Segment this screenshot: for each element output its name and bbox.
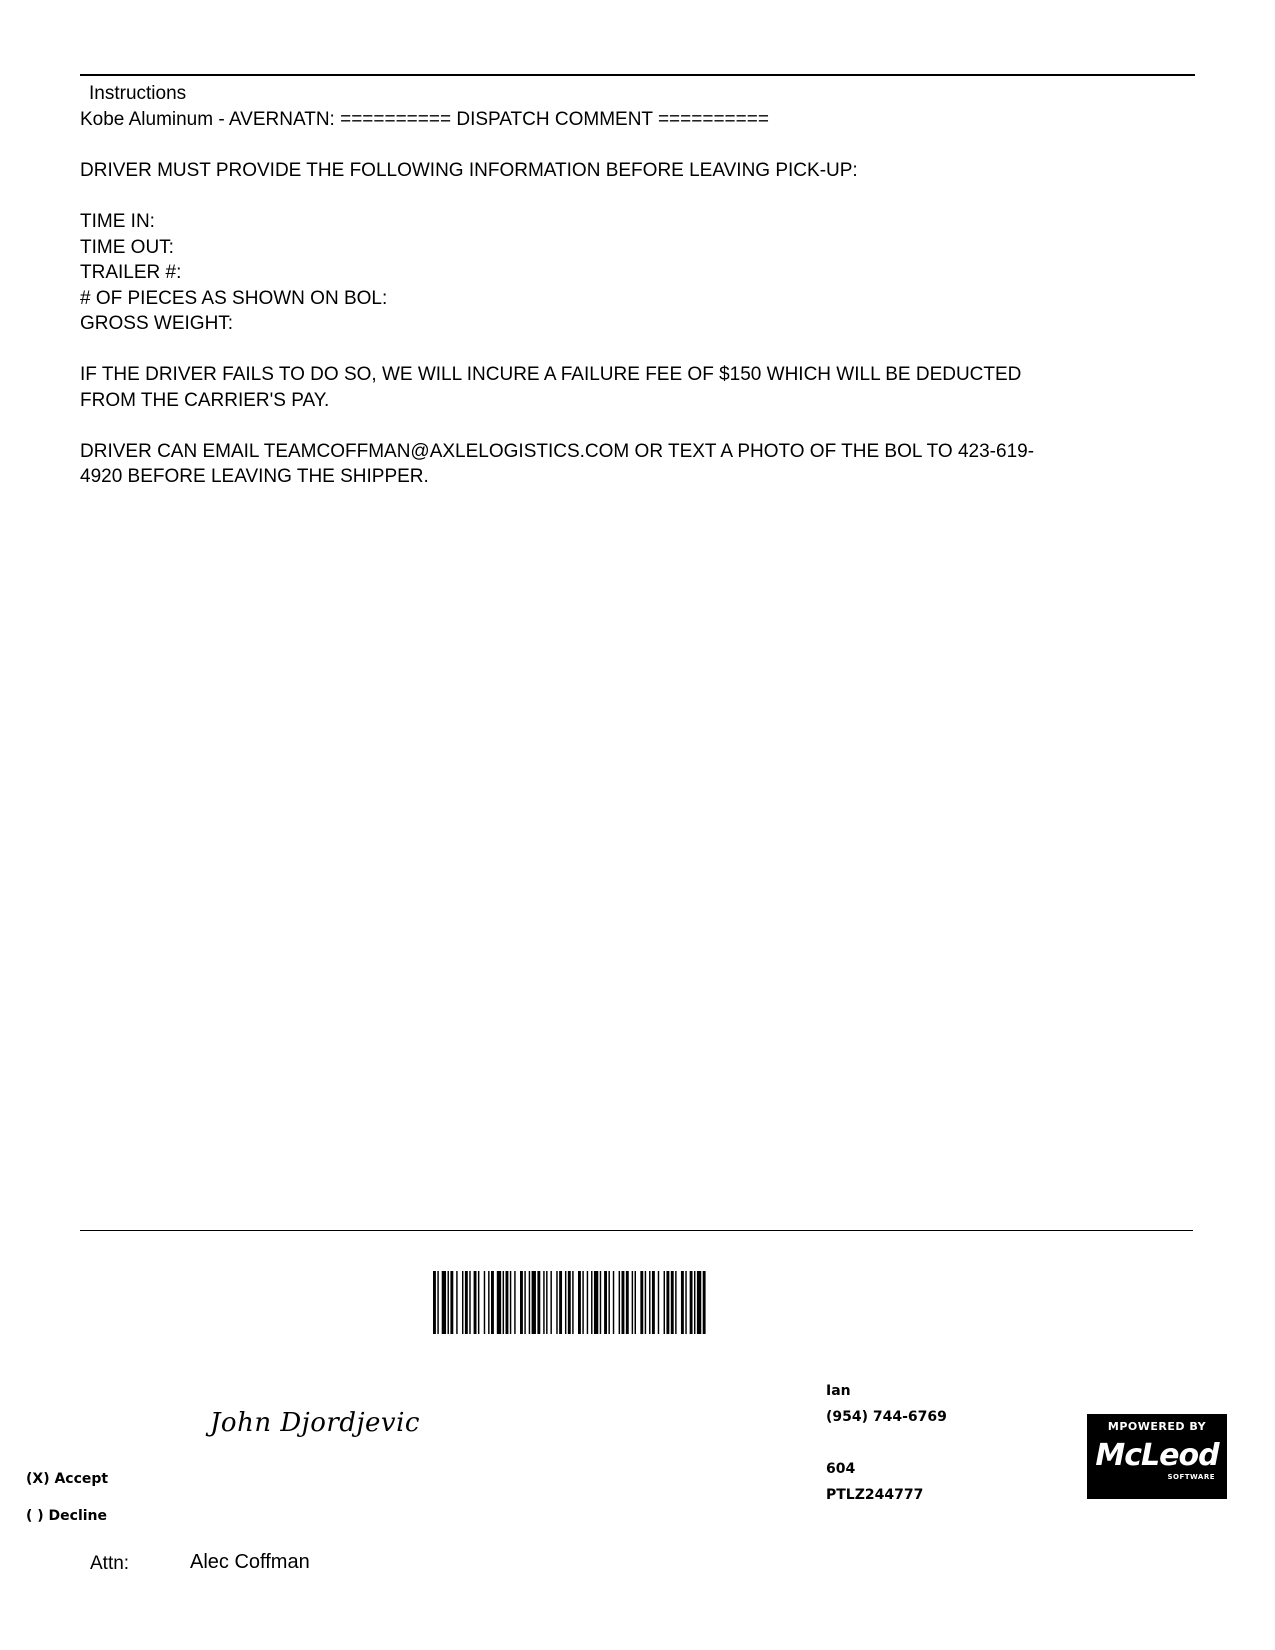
- instruction-line: 4920 BEFORE LEAVING THE SHIPPER.: [80, 466, 429, 487]
- line-gap: [80, 413, 1190, 439]
- barcode-bar: [506, 1271, 509, 1334]
- instruction-line: Kobe Aluminum - AVERNATN: ========== DISPATCH COMMENT ==========: [80, 109, 769, 130]
- barcode-bar: [604, 1271, 607, 1334]
- barcode-bar: [587, 1271, 588, 1334]
- barcode-bar: [514, 1271, 515, 1334]
- barcode-bar: [645, 1271, 646, 1334]
- barcode-bar: [568, 1271, 571, 1334]
- barcode-bar: [632, 1271, 633, 1334]
- barcode-bar: [450, 1271, 453, 1334]
- barcode-bar: [543, 1271, 544, 1334]
- logo-subtitle: SOFTWARE: [1167, 1473, 1215, 1481]
- barcode-bar: [622, 1271, 625, 1334]
- barcode-bar: [462, 1271, 463, 1334]
- barcode-bar: [671, 1271, 674, 1334]
- barcode-bar: [649, 1271, 650, 1334]
- barcode-bar: [491, 1271, 494, 1334]
- barcode-bar: [681, 1271, 684, 1334]
- barcode-bar: [658, 1271, 659, 1334]
- decline-option: ( ) Decline: [26, 1508, 108, 1524]
- instruction-line: TIME OUT:: [80, 236, 174, 258]
- barcode-bar: [474, 1271, 477, 1334]
- barcode-bar: [608, 1271, 609, 1334]
- barcode-bar: [465, 1271, 468, 1334]
- attn-name: Alec Coffman: [190, 1551, 310, 1573]
- contact-code: 604: [826, 1461, 856, 1477]
- barcode-bar: [520, 1271, 523, 1334]
- barcode-bar: [497, 1271, 501, 1334]
- instruction-line: DRIVER MUST PROVIDE THE FOLLOWING INFORMATION BEFORE LEAVING PICK-UP:: [80, 160, 858, 181]
- barcode-bar: [675, 1271, 676, 1334]
- instruction-line: GROSS WEIGHT:: [80, 313, 234, 334]
- barcode-bar: [703, 1271, 706, 1334]
- attn-label: Attn:: [90, 1553, 130, 1574]
- barcode-bar: [619, 1271, 620, 1334]
- barcode-bar: [537, 1271, 540, 1334]
- barcode-bar: [503, 1271, 504, 1334]
- accept-option: (X) Accept: [26, 1471, 109, 1487]
- barcode-bar: [594, 1271, 598, 1334]
- barcode-image: [433, 1271, 869, 1334]
- barcode-bar: [640, 1271, 643, 1334]
- contact-phone: (954) 744-6769: [826, 1409, 947, 1425]
- barcode-bar: [550, 1271, 551, 1334]
- barcode-bar: [565, 1271, 566, 1334]
- line-gap: [80, 133, 1190, 159]
- barcode-bar: [556, 1271, 557, 1334]
- top-divider: [80, 74, 1195, 76]
- barcode-bar: [626, 1271, 629, 1334]
- instruction-line: IF THE DRIVER FAILS TO DO SO, WE WILL INCURE A FAILURE FEE OF $150 WHICH WILL BE DEDUCTED: [80, 364, 1022, 385]
- barcode-bar: [532, 1271, 536, 1334]
- barcode-bar: [484, 1271, 485, 1334]
- barcode-bar: [546, 1271, 547, 1334]
- line-gap: [80, 337, 1190, 363]
- barcode-bar: [635, 1271, 636, 1334]
- barcode-bar: [582, 1271, 583, 1334]
- barcode-bar: [572, 1271, 573, 1334]
- barcode-bar: [578, 1271, 581, 1334]
- logo-brand: McLeod: [1095, 1438, 1219, 1473]
- logo-tagline: MPOWERED BY: [1107, 1420, 1207, 1433]
- contact-name: Ian: [826, 1383, 851, 1399]
- instructions-body: [80, 107, 1190, 490]
- bottom-divider: [80, 1230, 1193, 1231]
- barcode-bar: [559, 1271, 562, 1334]
- barcode-bar: [613, 1271, 614, 1334]
- barcode-bar: [448, 1271, 449, 1334]
- barcode-bar: [437, 1271, 438, 1334]
- barcode-bar: [433, 1271, 436, 1334]
- barcode-bar: [591, 1271, 592, 1334]
- barcode-bar: [652, 1271, 655, 1334]
- reference-number: PTLZ244777: [826, 1487, 924, 1503]
- barcode-bar: [666, 1271, 669, 1334]
- line-gap: [80, 184, 1190, 210]
- barcode-bar: [524, 1271, 525, 1334]
- instruction-line: FROM THE CARRIER'S PAY.: [80, 389, 330, 411]
- barcode-bar: [469, 1271, 470, 1334]
- barcode-bar: [664, 1271, 665, 1334]
- barcode-bar: [600, 1271, 601, 1334]
- barcode-bar: [697, 1271, 701, 1334]
- barcode-bar: [488, 1271, 489, 1334]
- signature: John Djordjevic: [210, 1408, 420, 1438]
- instruction-line: # OF PIECES AS SHOWN ON BOL:: [80, 287, 388, 309]
- barcode-bar: [529, 1271, 530, 1334]
- barcode-bar: [694, 1271, 695, 1334]
- barcode-bar: [690, 1271, 693, 1334]
- instructions-heading: Instructions: [89, 83, 187, 104]
- barcode-bar: [478, 1271, 479, 1334]
- barcode-bar: [685, 1271, 686, 1334]
- instruction-line: DRIVER CAN EMAIL TEAMCOFFMAN@AXLELOGISTICS.COM OR TEXT A PHOTO OF THE BOL TO 423-619-: [80, 440, 1035, 462]
- instruction-line: TIME IN:: [80, 211, 155, 232]
- barcode-bar: [456, 1271, 457, 1334]
- barcode-bar: [442, 1271, 446, 1334]
- barcode-bar: [510, 1271, 511, 1334]
- instruction-line: TRAILER #:: [80, 262, 182, 283]
- mcleod-logo: [1087, 1414, 1227, 1499]
